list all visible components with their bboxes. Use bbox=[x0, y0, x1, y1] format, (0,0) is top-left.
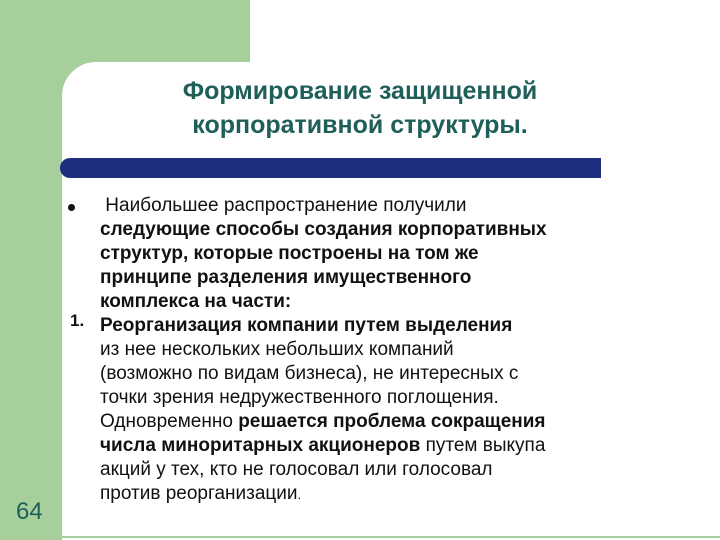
title-line-1: Формирование защищенной bbox=[182, 77, 538, 105]
slide-title bbox=[100, 74, 620, 142]
item1-line-5-normal: Одновременно bbox=[100, 411, 239, 432]
intro-line-1: Наибольшее распространение получили bbox=[100, 195, 467, 216]
item1-line-8-end: . bbox=[297, 487, 302, 502]
intro-line-5: комплекса на части: bbox=[100, 291, 292, 312]
item1-line-7: акций у тех, кто не голосовал или голосовал bbox=[100, 459, 493, 480]
title-underline-bar bbox=[60, 158, 601, 178]
item1-line-8-text: против реорганизации bbox=[100, 483, 298, 504]
item1-line-3: (возможно по видам бизнеса), не интересных с bbox=[100, 363, 519, 384]
item1-line-6 bbox=[100, 434, 690, 458]
page-number: 64 bbox=[16, 498, 43, 525]
title-line-2: корпоративной структуры. bbox=[192, 111, 528, 139]
item1-line-6-bold: числа миноритарных акционеров bbox=[100, 435, 421, 456]
intro-line-3: структур, которые построены на том же bbox=[100, 243, 479, 264]
intro-line-2: следующие способы создания корпоративных bbox=[100, 219, 547, 240]
list-number: 1. bbox=[70, 311, 85, 330]
item1-line-5-bold: решается проблема сокращения bbox=[238, 411, 546, 432]
item1-line-5 bbox=[100, 410, 690, 434]
bullet-dot-icon bbox=[68, 204, 75, 211]
item1-line-6-normal: путем выкупа bbox=[420, 435, 546, 456]
item1-line-2: из нее нескольких небольших компаний bbox=[100, 339, 454, 360]
slide-body bbox=[100, 194, 690, 506]
item1-line-8 bbox=[100, 482, 690, 506]
item1-line-1: Реорганизация компании путем выделения bbox=[100, 315, 513, 336]
bottom-divider bbox=[62, 536, 720, 538]
intro-line-4: принципе разделения имущественного bbox=[100, 267, 472, 288]
item1-line-4: точки зрения недружественного поглощения. bbox=[100, 387, 499, 408]
